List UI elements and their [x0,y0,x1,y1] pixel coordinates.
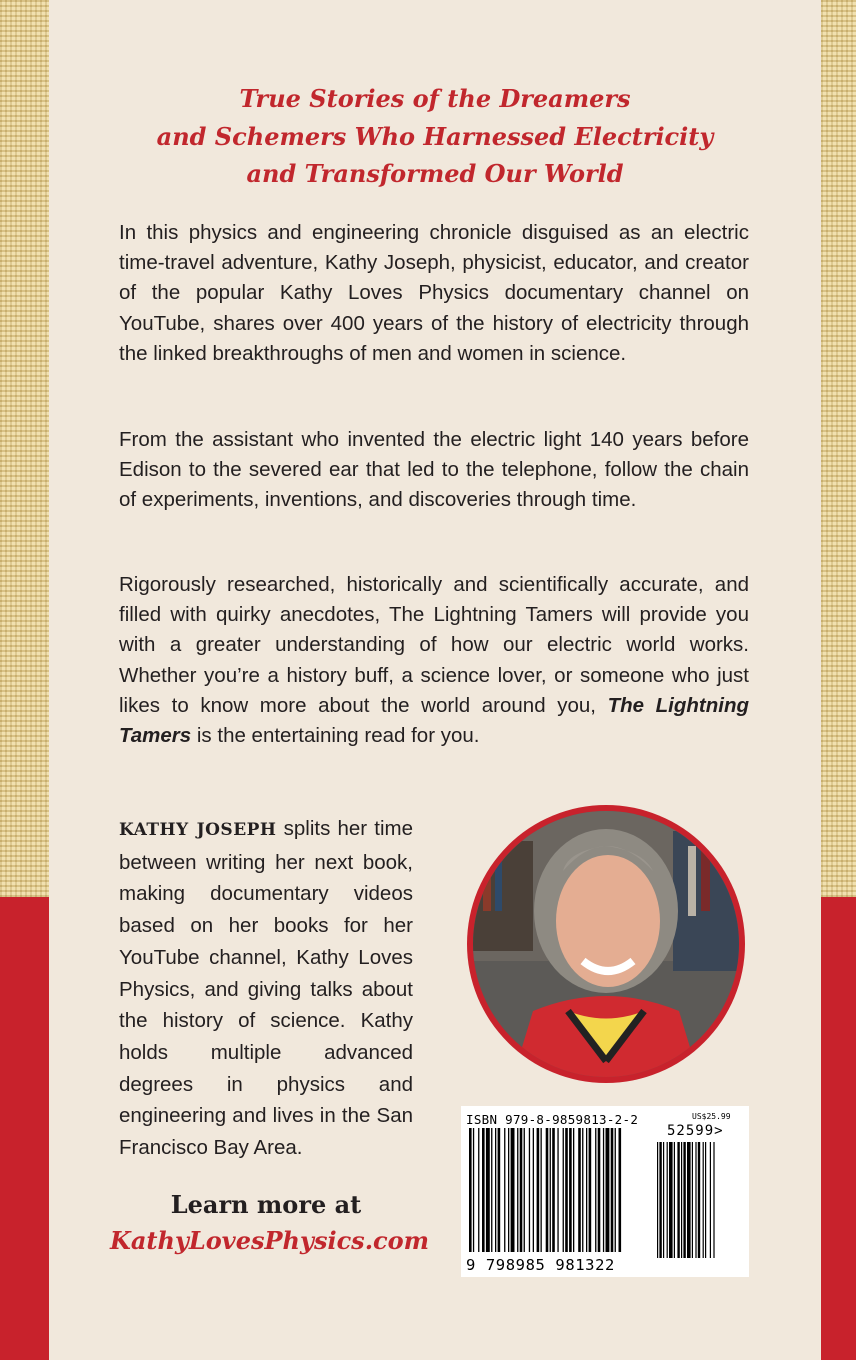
author-name: KATHY JOSEPH [119,820,277,840]
author-bio-text: splits her time between writing her next book, making documentary videos based on her books for her YouTube channel, Kathy Loves Physics, and giving talks about the history of science. Kathy holds multiple advanced degrees in physics and engineering and lives in the San Francisco Bay Area. [119,817,413,1160]
tagline [49,80,821,193]
book-title-emphasis: The Lightning Tamers [119,693,749,748]
price-addon-number: 52599> [667,1123,724,1139]
description-paragraph-2: From the assistant who invented the electric light 140 years before Edison to the severed ear that led to the telephone, follow the chain of experiments, inventions, and discoveries through time. [119,428,749,512]
barcode-bars [461,1106,749,1277]
tagline-line-2: and Schemers Who Harnessed Electricity [156,121,714,151]
right-burlap-edge [821,0,856,1360]
tagline-line-3: and Transformed Our World [246,159,624,188]
author-photo [467,805,745,1083]
isbn-label: ISBN 979-8-9859813-2-2 [466,1112,639,1127]
paragraph-3-end: is the entertaining read for you. [191,724,480,748]
website-link[interactable]: KathyLovesPhysics.com [110,1226,430,1255]
barcode-digits: 9 798985 981322 [466,1256,615,1274]
author-bio [119,813,413,1164]
paragraph-3-text: Rigorously researched, historically and scientifically accurate, and filled with quirky anecdotes, The Lightning Tamers will provide you with a greater understanding of how our electric world works. Whether you’re a history buff, a science lover, or someone who just likes to know more about the world around you, [119,573,749,717]
learn-more-label: Learn more at [170,1190,362,1219]
description-paragraph-3 [119,570,749,751]
left-burlap-edge [0,0,49,1360]
isbn-barcode [461,1106,749,1277]
price-label: US$25.99 [692,1112,731,1121]
description-paragraph-1: In this physics and engineering chronicle disguised as an electric time-travel adventure, Kathy Joseph, physicist, educator, and creator of the popular Kathy Loves Physics documentary channel on YouTube, shares over 400 years of the history of electricity through the linked breakthroughs of men and women in science. [119,221,749,365]
tagline-line-1: True Stories of the Dreamers [239,84,631,113]
